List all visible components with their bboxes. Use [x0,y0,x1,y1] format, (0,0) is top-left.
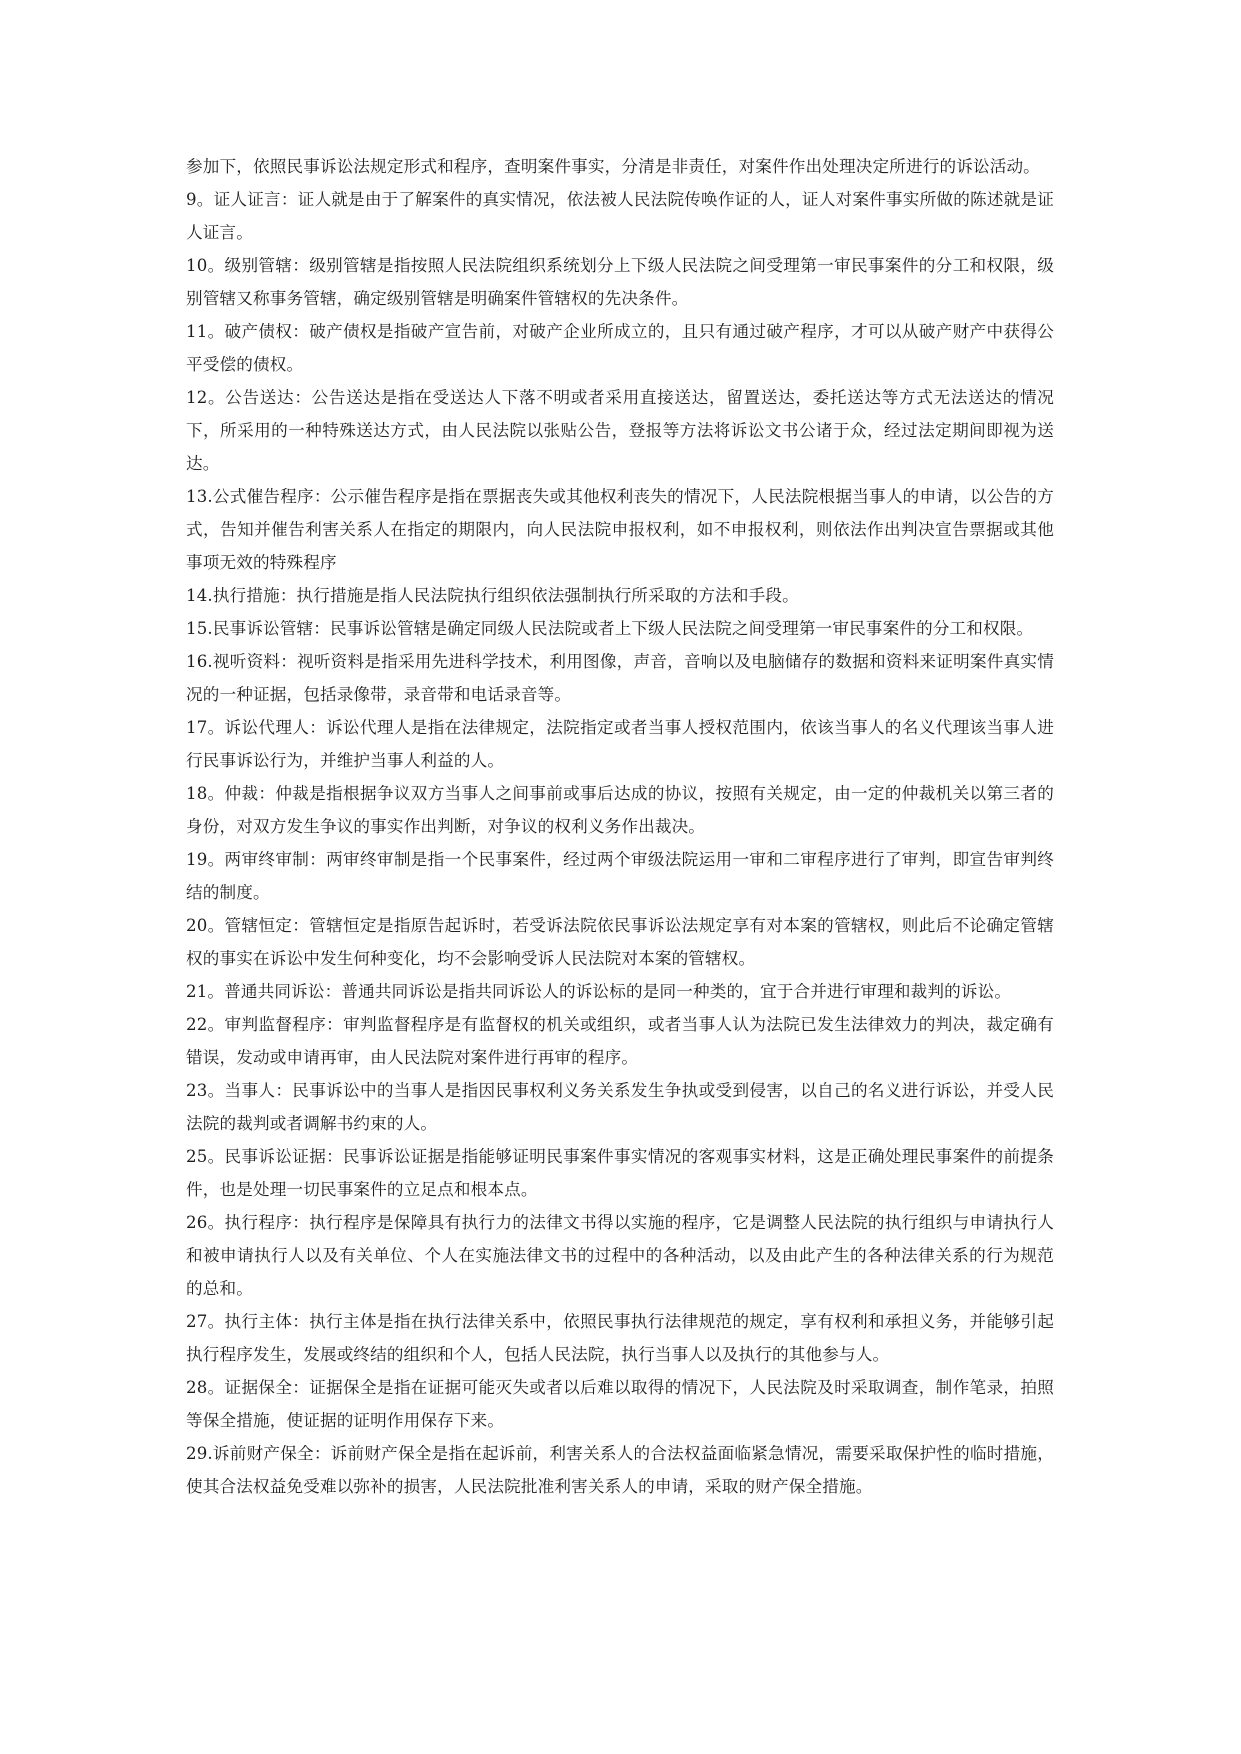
term-bankruptcy-claim: 11。破产债权：破产债权是指破产宣告前，对破产企业所成立的，且只有通过破产程序，才可以从破产财产中获得公平受偿的债权。 [186,322,1054,374]
term-jurisdiction-constancy: 20。管辖恒定：管辖恒定是指原告起诉时，若受诉法院依民事诉讼法规定享有对本案的管辖权，则此后不论确定管辖权的事实在诉讼中发生何种变化，均不会影响受诉人民法院对本案的管辖权。 [186,916,1054,968]
term-enforcement-subject: 27。执行主体：执行主体是指在执行法律关系中，依照民事执行法律规范的规定，享有权利和承担义务，并能够引起执行程序发生，发展或终结的组织和个人，包括人民法院，执行当事人以及执行的其他参与人。 [186,1312,1054,1364]
document-body [186,150,1054,1503]
term-civil-litigation-evidence: 25。民事诉讼证据：民事诉讼证据是指能够证明民事案件事实情况的客观事实材料，这是正确处理民事案件的前提条件，也是处理一切民事案件的立足点和根本点。 [186,1147,1054,1199]
term-enforcement-procedure: 26。执行程序：执行程序是保障具有执行力的法律文书得以实施的程序，它是调整人民法院的执行组织与申请执行人和被申请执行人以及有关单位、个人在实施法律文书的过程中的各种活动，以及由此产生的各种法律关系的行为规范的总和。 [186,1213,1054,1298]
term-trial-supervision-procedure: 22。审判监督程序：审判监督程序是有监督权的机关或组织，或者当事人认为法院已发生法律效力的判决，裁定确有错误，发动或申请再审，由人民法院对案件进行再审的程序。 [186,1015,1054,1067]
term-hierarchical-jurisdiction: 10。级别管辖：级别管辖是指按照人民法院组织系统划分上下级人民法院之间受理第一审民事案件的分工和权限，级别管辖又称事务管辖，确定级别管辖是明确案件管辖权的先决条件。 [186,256,1054,308]
term-litigation-agent: 17。诉讼代理人：诉讼代理人是指在法律规定，法院指定或者当事人授权范围内，依该当事人的名义代理该当事人进行民事诉讼行为，并维护当事人利益的人。 [186,718,1054,770]
term-two-instance-system: 19。两审终审制：两审终审制是指一个民事案件，经过两个审级法院运用一审和二审程序进行了审判，即宣告审判终结的制度。 [186,850,1054,902]
term-parties: 23。当事人：民事诉讼中的当事人是指因民事权利义务关系发生争执或受到侵害，以自己的名义进行诉讼，并受人民法院的裁判或者调解书约束的人。 [186,1081,1054,1133]
term-witness-testimony: 9。证人证言：证人就是由于了解案件的真实情况，依法被人民法院传唤作证的人，证人对案件事实所做的陈述就是证人证言。 [186,190,1054,242]
term-audiovisual-materials: 16.视听资料：视听资料是指采用先进科学技术，利用图像，声音，音响以及电脑储存的数据和资料来证明案件真实情况的一种证据，包括录像带，录音带和电话录音等。 [186,652,1054,704]
term-civil-litigation-jurisdiction: 15.民事诉讼管辖：民事诉讼管辖是确定同级人民法院或者上下级人民法院之间受理第一审民事案件的分工和权限。 [186,619,1034,638]
term-enforcement-measures: 14.执行措施：执行措施是指人民法院执行组织依法强制执行所采取的方法和手段。 [186,586,799,605]
term-public-summons-procedure: 13.公式催告程序：公示催告程序是指在票据丧失或其他权利丧失的情况下，人民法院根据当事人的申请，以公告的方式，告知并催告利害关系人在指定的期限内，向人民法院申报权利，如不申报权利，则依法作出判决宣告票据或其他事项无效的特殊程序 [186,487,1054,572]
term-pre-litigation-property-preservation: 29.诉前财产保全：诉前财产保全是指在起诉前，利害关系人的合法权益面临紧急情况，需要采取保护性的临时措施，使其合法权益免受难以弥补的损害，人民法院批准利害关系人的申请，采取的财产保全措施。 [186,1444,1054,1496]
term-arbitration: 18。仲裁：仲裁是指根据争议双方当事人之间事前或事后达成的协议，按照有关规定，由一定的仲裁机关以第三者的身份，对双方发生争议的事实作出判断，对争议的权利义务作出裁决。 [186,784,1054,836]
paragraph-continuation: 参加下，依照民事诉讼法规定形式和程序，查明案件事实，分清是非责任，对案件作出处理决定所进行的诉讼活动。 [186,157,1040,176]
term-ordinary-joint-litigation: 21。普通共同诉讼：普通共同诉讼是指共同诉讼人的诉讼标的是同一种类的，宜于合并进行审理和裁判的诉讼。 [186,982,1012,1001]
term-evidence-preservation: 28。证据保全：证据保全是指在证据可能灭失或者以后难以取得的情况下，人民法院及时采取调查，制作笔录，拍照等保全措施，使证据的证明作用保存下来。 [186,1378,1054,1430]
term-service-by-publication: 12。公告送达：公告送达是指在受送达人下落不明或者采用直接送达，留置送达，委托送达等方式无法送达的情况下，所采用的一种特殊送达方式，由人民法院以张贴公告，登报等方法将诉讼文书公诸于众，经过法定期间即视为送达。 [186,388,1054,473]
